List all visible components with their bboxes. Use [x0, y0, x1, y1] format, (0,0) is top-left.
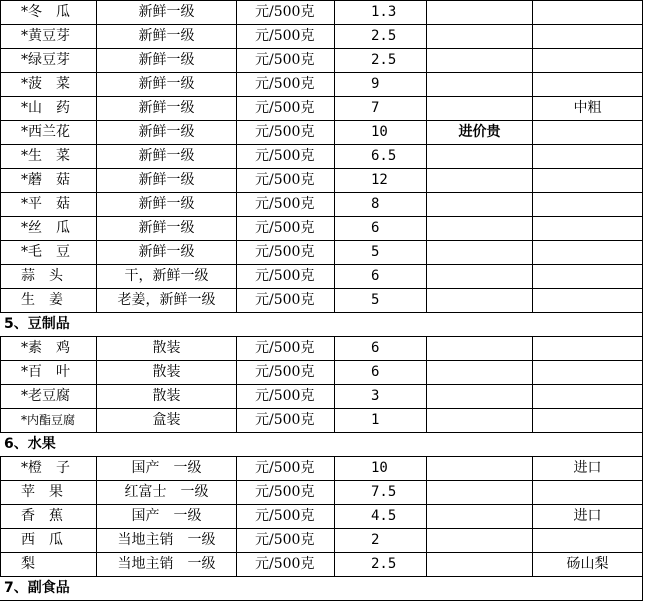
remark-cell [427, 457, 533, 481]
item-name-cell: *蘑 菇 [1, 169, 97, 193]
remark-cell [427, 553, 533, 577]
price-cell: 10 [335, 121, 427, 145]
table-row [1, 505, 643, 529]
item-name-cell: *素 鸡 [1, 337, 97, 361]
table-row [1, 241, 643, 265]
item-name-cell: *黄豆芽 [1, 25, 97, 49]
origin-note-cell [533, 265, 643, 289]
origin-note-cell [533, 289, 643, 313]
unit-cell: 元/500克 [237, 265, 335, 289]
price-cell: 1.3 [335, 1, 427, 25]
spec-cell: 新鲜一级 [97, 1, 237, 25]
item-name-cell: *山 药 [1, 97, 97, 121]
price-cell: 2 [335, 529, 427, 553]
remark-cell: 进价贵 [427, 121, 533, 145]
remark-cell [427, 25, 533, 49]
origin-note-cell [533, 49, 643, 73]
origin-note-cell [533, 529, 643, 553]
spec-cell: 新鲜一级 [97, 25, 237, 49]
item-name-cell: 香 蕉 [1, 505, 97, 529]
unit-cell: 元/500克 [237, 409, 335, 433]
spec-cell: 国产 一级 [97, 457, 237, 481]
table-row [1, 481, 643, 505]
item-name-cell: *绿豆芽 [1, 49, 97, 73]
origin-note-cell: 进口 [533, 457, 643, 481]
item-name-cell: *老豆腐 [1, 385, 97, 409]
remark-cell [427, 97, 533, 121]
remark-cell [427, 409, 533, 433]
price-cell: 7.5 [335, 481, 427, 505]
price-cell: 1 [335, 409, 427, 433]
price-cell: 6 [335, 337, 427, 361]
item-name-cell: *冬 瓜 [1, 1, 97, 25]
table-row [1, 73, 643, 97]
table-row [1, 361, 643, 385]
price-cell: 6.5 [335, 145, 427, 169]
table-row [1, 169, 643, 193]
price-cell: 2.5 [335, 553, 427, 577]
item-name-cell: *西兰花 [1, 121, 97, 145]
table-row [1, 145, 643, 169]
unit-cell: 元/500克 [237, 361, 335, 385]
origin-note-cell [533, 121, 643, 145]
item-name-cell: *橙 子 [1, 457, 97, 481]
unit-cell: 元/500克 [237, 289, 335, 313]
table-row [1, 289, 643, 313]
section-header-row [1, 313, 643, 337]
price-cell: 2.5 [335, 25, 427, 49]
spec-cell: 盒装 [97, 409, 237, 433]
origin-note-cell [533, 73, 643, 97]
remark-cell [427, 529, 533, 553]
price-cell: 2.5 [335, 49, 427, 73]
spec-cell: 新鲜一级 [97, 97, 237, 121]
unit-cell: 元/500克 [237, 73, 335, 97]
unit-cell: 元/500克 [237, 553, 335, 577]
remark-cell [427, 145, 533, 169]
origin-note-cell [533, 241, 643, 265]
spec-cell: 新鲜一级 [97, 241, 237, 265]
spec-cell: 国产 一级 [97, 505, 237, 529]
price-cell: 4.5 [335, 505, 427, 529]
remark-cell [427, 241, 533, 265]
origin-note-cell [533, 409, 643, 433]
unit-cell: 元/500克 [237, 385, 335, 409]
spec-cell: 新鲜一级 [97, 49, 237, 73]
item-name-cell: *丝 瓜 [1, 217, 97, 241]
remark-cell [427, 73, 533, 97]
origin-note-cell [533, 361, 643, 385]
section-title: 5、豆制品 [1, 313, 643, 337]
item-name-cell: *毛 豆 [1, 241, 97, 265]
remark-cell [427, 193, 533, 217]
remark-cell [427, 361, 533, 385]
table-row [1, 337, 643, 361]
unit-cell: 元/500克 [237, 529, 335, 553]
origin-note-cell [533, 217, 643, 241]
unit-cell: 元/500克 [237, 241, 335, 265]
spec-cell: 新鲜一级 [97, 73, 237, 97]
spec-cell: 新鲜一级 [97, 169, 237, 193]
origin-note-cell [533, 25, 643, 49]
table-row [1, 409, 643, 433]
section-title: 6、水果 [1, 433, 643, 457]
price-cell: 7 [335, 97, 427, 121]
item-name-cell: 西 瓜 [1, 529, 97, 553]
unit-cell: 元/500克 [237, 145, 335, 169]
spec-cell: 干，新鲜一级 [97, 265, 237, 289]
remark-cell [427, 289, 533, 313]
spec-cell: 新鲜一级 [97, 121, 237, 145]
section-title: 7、副食品 [1, 577, 643, 601]
unit-cell: 元/500克 [237, 97, 335, 121]
price-cell: 6 [335, 361, 427, 385]
spec-cell: 当地主销 一级 [97, 529, 237, 553]
unit-cell: 元/500克 [237, 121, 335, 145]
origin-note-cell [533, 145, 643, 169]
origin-note-cell [533, 193, 643, 217]
unit-cell: 元/500克 [237, 193, 335, 217]
table-row [1, 529, 643, 553]
unit-cell: 元/500克 [237, 217, 335, 241]
price-cell: 9 [335, 73, 427, 97]
item-name-cell: *内酯豆腐 [1, 409, 97, 433]
price-cell: 8 [335, 193, 427, 217]
section-header-row [1, 577, 643, 601]
item-name-cell: *菠 菜 [1, 73, 97, 97]
item-name-cell: *平 菇 [1, 193, 97, 217]
price-cell: 3 [335, 385, 427, 409]
item-name-cell: 生 姜 [1, 289, 97, 313]
table-row [1, 121, 643, 145]
remark-cell [427, 385, 533, 409]
item-name-cell: *百 叶 [1, 361, 97, 385]
origin-note-cell [533, 481, 643, 505]
price-table-body [1, 1, 643, 601]
price-cell: 6 [335, 217, 427, 241]
origin-note-cell: 砀山梨 [533, 553, 643, 577]
unit-cell: 元/500克 [237, 25, 335, 49]
table-row [1, 385, 643, 409]
table-row [1, 97, 643, 121]
unit-cell: 元/500克 [237, 49, 335, 73]
item-name-cell: *生 菜 [1, 145, 97, 169]
item-name-cell: 梨 [1, 553, 97, 577]
table-row [1, 217, 643, 241]
remark-cell [427, 505, 533, 529]
unit-cell: 元/500克 [237, 505, 335, 529]
remark-cell [427, 1, 533, 25]
item-name-cell: 苹 果 [1, 481, 97, 505]
unit-cell: 元/500克 [237, 1, 335, 25]
remark-cell [427, 169, 533, 193]
table-row [1, 193, 643, 217]
origin-note-cell [533, 1, 643, 25]
table-row [1, 457, 643, 481]
table-row [1, 553, 643, 577]
spec-cell: 老姜，新鲜一级 [97, 289, 237, 313]
remark-cell [427, 49, 533, 73]
item-name-cell: 蒜 头 [1, 265, 97, 289]
origin-note-cell [533, 169, 643, 193]
spec-cell: 红富士 一级 [97, 481, 237, 505]
spec-cell: 新鲜一级 [97, 145, 237, 169]
table-row [1, 1, 643, 25]
spec-cell: 散装 [97, 337, 237, 361]
remark-cell [427, 265, 533, 289]
origin-note-cell: 进口 [533, 505, 643, 529]
remark-cell [427, 337, 533, 361]
spec-cell: 散装 [97, 385, 237, 409]
section-header-row [1, 433, 643, 457]
unit-cell: 元/500克 [237, 169, 335, 193]
remark-cell [427, 217, 533, 241]
spec-cell: 新鲜一级 [97, 217, 237, 241]
price-cell: 5 [335, 289, 427, 313]
price-cell: 10 [335, 457, 427, 481]
spec-cell: 当地主销 一级 [97, 553, 237, 577]
table-row [1, 265, 643, 289]
price-cell: 5 [335, 241, 427, 265]
origin-note-cell: 中粗 [533, 97, 643, 121]
origin-note-cell [533, 337, 643, 361]
remark-cell [427, 481, 533, 505]
unit-cell: 元/500克 [237, 481, 335, 505]
table-row [1, 25, 643, 49]
unit-cell: 元/500克 [237, 457, 335, 481]
price-cell: 12 [335, 169, 427, 193]
origin-note-cell [533, 385, 643, 409]
price-cell: 6 [335, 265, 427, 289]
spec-cell: 新鲜一级 [97, 193, 237, 217]
table-row [1, 49, 643, 73]
spec-cell: 散装 [97, 361, 237, 385]
unit-cell: 元/500克 [237, 337, 335, 361]
